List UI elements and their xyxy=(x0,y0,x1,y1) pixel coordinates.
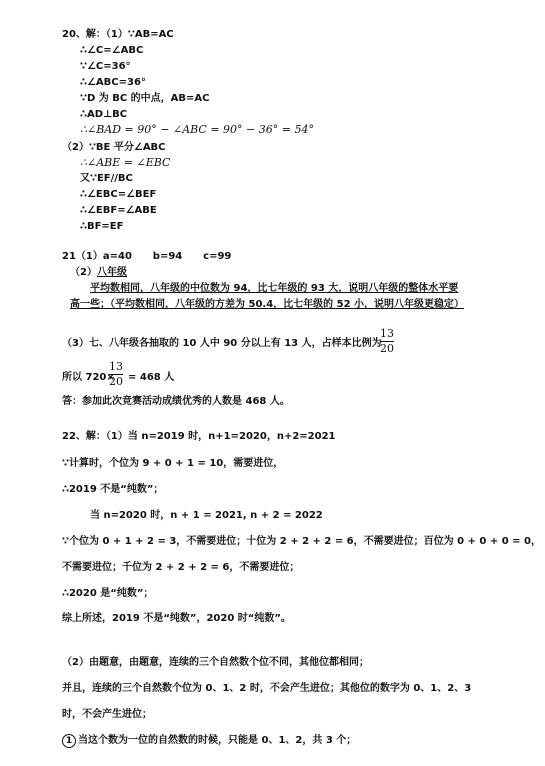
q20-step: ∴∠ABE = ∠EBC xyxy=(80,156,171,169)
q20-angle-bad: ∴∠BAD = 90° − ∠ABC = 90° − 36° = 54° xyxy=(80,123,314,136)
q20-step: 又∵EF//BC xyxy=(80,173,133,184)
q21-calc-fraction xyxy=(109,361,123,388)
q20-conclusion: ∴BF=EF xyxy=(80,221,124,232)
q22-part2: （2）由题意，由题意，连续的三个自然数个位不同，其他位都相同； xyxy=(62,657,369,668)
fraction-denominator: 20 xyxy=(109,375,123,388)
fraction-numerator: 13 xyxy=(380,327,394,340)
q20-step: ∴∠EBC=∠BEF xyxy=(80,189,157,200)
q22-step: ∵个位为 0 + 1 + 2 = 3，不需要进位；十位为 2 + 2 + 2 = 6，不需要进位；百位为 0 + 0 + 0 = 0， xyxy=(62,536,541,547)
q21-calc-prefix: 所以 720× xyxy=(62,372,115,383)
q20-step: ∴∠ABC=36° xyxy=(80,77,146,88)
circled-number-icon: 1 xyxy=(62,734,76,748)
fraction-denominator: 20 xyxy=(380,342,394,355)
q21-calc-result: = 468 人 xyxy=(128,372,175,383)
q21-grade-answer: 八年级 xyxy=(96,267,127,278)
q22-step: 当 n=2020 时，n + 1 = 2021, n + 2 = 2022 xyxy=(90,510,323,521)
q21-reason-line1: 平均数相同，八年级的中位数为 94，比七年级的 93 大，说明八年级的整体水平要 xyxy=(90,283,459,294)
q22-step: ∵计算时，个位为 9 + 0 + 1 = 10，需要进位， xyxy=(62,458,284,469)
q22-part2-line: 时，不会产生进位； xyxy=(62,709,152,720)
q22-part2-line: 并且，连续的三个自然数个位为 0、1、2 时，不会产生进位；其他位的数字为 0、1、2、3 xyxy=(62,683,472,694)
q20-step: ∴∠EBF=∠ABE xyxy=(80,205,157,216)
q20-part2-heading: （2）∵BE 平分∠ABC xyxy=(62,142,166,153)
q21-part2-answer: （2）八年级 xyxy=(70,267,127,278)
q22-step: ∴2020 是“纯数”； xyxy=(62,588,154,599)
q22-heading: 22、解：（1）当 n=2019 时，n+1=2020，n+2=2021 xyxy=(62,431,336,442)
q21-reason-line2: 高一些；（平均数相同，八年级的方差为 50.4，比七年级的 52 小，说明八年级更稳定） xyxy=(70,299,465,310)
q22-step: 不需要进位；千位为 2 + 2 + 2 = 6，不需要进位； xyxy=(62,562,300,573)
q21-part1: 21（1）a=40 b=94 c=99 xyxy=(62,251,232,262)
q20-step: ∵D 为 BC 的中点，AB=AC xyxy=(80,93,210,104)
q20-step: ∴AD⊥BC xyxy=(80,109,128,120)
q21-answer: 答：参加此次竞赛活动成绩优秀的人数是 468 人。 xyxy=(62,396,290,407)
q22-step: ∴2019 不是“纯数”； xyxy=(62,484,164,495)
q22-summary: 综上所述，2019 不是“纯数”，2020 时“纯数”。 xyxy=(62,613,291,624)
q20-step: ∴∠C=∠ABC xyxy=(80,45,144,56)
q20-heading: 20、解：（1）∵AB=AC xyxy=(62,29,174,40)
q21-part3: （3）七、八年级各抽取的 10 人中 90 分以上有 13 人，占样本比例为 xyxy=(62,338,382,349)
q22-case-1 xyxy=(62,734,356,748)
q22-case-1-text: 当这个数为一位的自然数的时候，只能是 0、1、2，共 3 个； xyxy=(78,735,357,746)
q20-step: ∵∠C=36° xyxy=(80,61,131,72)
q21-ratio-fraction xyxy=(380,328,394,355)
fraction-numerator: 13 xyxy=(109,360,123,373)
